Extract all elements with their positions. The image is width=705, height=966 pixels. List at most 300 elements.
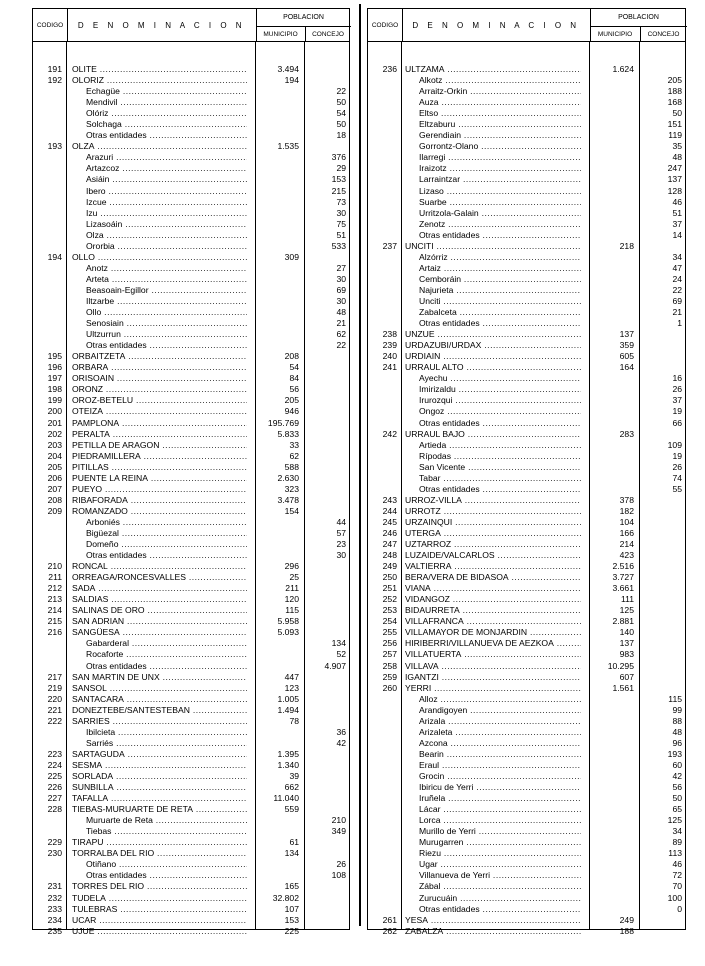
row-code: 231 [47, 881, 62, 892]
municipio-header: MUNICIPIO [256, 26, 306, 42]
table-row [368, 915, 685, 926]
concejo-value: 99 [672, 704, 682, 715]
row-code: 229 [47, 837, 62, 848]
municipio-value: 225 [284, 925, 299, 936]
table-row [368, 318, 685, 329]
table-row [368, 859, 685, 870]
entity-name: Olóriz ..... [86, 108, 247, 119]
municipio-value: 249 [619, 914, 634, 925]
table-row [33, 384, 349, 395]
municipality-name: PAMPLONA ..... [72, 418, 247, 429]
table-row [368, 561, 685, 572]
concejo-value: 26 [672, 461, 682, 472]
table-row [368, 440, 685, 451]
table-row [368, 672, 685, 683]
row-code: 199 [47, 395, 62, 406]
table-row [33, 362, 349, 373]
table-row [33, 119, 349, 130]
concejo-header: CONCEJO [312, 30, 344, 38]
municipio-value: 39 [289, 771, 299, 781]
table-row [368, 241, 685, 252]
municipio-value: 61 [289, 837, 299, 848]
municipio-value: 559 [284, 804, 299, 815]
concejo-value: 50 [672, 108, 682, 119]
entity-name: Arandigoyen ..... [419, 705, 581, 716]
municipality-name: ORBARA ..... [72, 362, 247, 373]
table-row [368, 451, 685, 462]
table-row [33, 208, 349, 219]
municipality-name: OTEIZA ..... [72, 406, 247, 417]
entity-name: Riezu ..... [419, 848, 581, 859]
table-row [368, 738, 685, 749]
entity-name: Otras entidades ..... [419, 230, 581, 241]
row-code: 252 [382, 594, 397, 605]
entity-name: Cemboráin ..... [419, 274, 581, 285]
table-row [33, 75, 349, 86]
concejo-value: 26 [672, 384, 682, 395]
table-row [33, 815, 349, 826]
table-row [368, 583, 685, 594]
concejo-value: 47 [672, 262, 682, 273]
entity-name: Murugarren ..... [419, 837, 581, 848]
table-row [368, 683, 685, 694]
row-code: 207 [47, 483, 62, 494]
concejo-value: 52 [336, 649, 346, 660]
entity-name: Alloz ..... [419, 694, 581, 705]
row-code: 211 [48, 572, 62, 583]
row-code: 202 [47, 428, 62, 439]
table-row [368, 307, 685, 318]
concejo-value: 19 [672, 406, 682, 417]
table-body [32, 41, 350, 936]
entity-name: Ibiricu de Yerri ..... [419, 782, 581, 793]
municipality-name: YESA ..... [405, 915, 581, 926]
municipality-name: TUDELA ..... [72, 893, 247, 904]
municipio-value: 62 [289, 450, 299, 461]
entity-name: Lizaso ..... [419, 186, 581, 197]
municipality-name: IGANTZI ..... [405, 672, 581, 683]
municipality-name: UZTARROZ ..... [405, 539, 581, 550]
table-row [33, 859, 349, 870]
table-row [368, 627, 685, 638]
table-row [33, 771, 349, 782]
table-row [368, 208, 685, 219]
concejo-value: 22 [336, 340, 346, 351]
entity-name: Iruñela ..... [419, 793, 581, 804]
municipality-name: URROTZ ..... [405, 506, 581, 517]
entity-name: Ibero ..... [86, 186, 247, 197]
row-code: 250 [382, 572, 397, 583]
concejo-value: 42 [336, 737, 346, 748]
municipio-value: 1.005 [277, 693, 299, 704]
entity-name: Arraitz-Orkin ..... [419, 86, 581, 97]
municipio-value: 5.093 [277, 627, 299, 638]
row-code: 210 [47, 561, 62, 572]
entity-name: Arizaleta ..... [419, 727, 581, 738]
table-row [368, 130, 685, 141]
table-row [33, 627, 349, 638]
row-code: 195 [47, 351, 62, 362]
municipio-value: 1.561 [612, 682, 634, 693]
row-code: 233 [47, 903, 62, 914]
concejo-value: 69 [336, 284, 346, 295]
entity-name: Murillo de Yerri ..... [419, 826, 581, 837]
concejo-value: 0 [677, 903, 682, 914]
concejo-value: 50 [336, 119, 346, 130]
entity-name: Alkotz ..... [419, 75, 581, 86]
concejo-value: 37 [672, 395, 682, 406]
entity-name: Izcue ..... [86, 197, 247, 208]
table-row [368, 638, 685, 649]
municipality-name: SALDIAS ..... [72, 594, 247, 605]
table-row [33, 749, 349, 760]
table-row [33, 616, 349, 627]
table-row [368, 893, 685, 904]
entity-name: Rocaforte ..... [86, 649, 247, 660]
column-divider [359, 4, 361, 926]
municipality-name: SANSOL ..... [72, 683, 247, 694]
table-row [33, 285, 349, 296]
concejo-value: 247 [667, 163, 682, 174]
municipality-name: SALINAS DE ORO ..... [72, 605, 247, 616]
municipio-value: 1.340 [277, 759, 299, 770]
table-row [368, 506, 685, 517]
concejo-value: 23 [336, 539, 346, 550]
row-code: 206 [47, 472, 62, 483]
row-code: 243 [382, 494, 397, 505]
concejo-value: 75 [336, 218, 346, 229]
row-code: 232 [47, 892, 62, 903]
municipality-name: VILLAMAYOR DE MONJARDIN ..... [405, 627, 581, 638]
concejo-value: 349 [331, 826, 346, 837]
entity-name: Otras entidades ..... [419, 484, 581, 495]
table-row [33, 241, 349, 252]
municipality-name: VIDANGOZ ..... [405, 594, 581, 605]
entity-name: Otras entidades ..... [86, 130, 247, 141]
municipality-name: RONCAL ..... [72, 561, 247, 572]
table-row [368, 550, 685, 561]
municipality-name: TIRAPU ..... [72, 837, 247, 848]
table-row [33, 296, 349, 307]
table-row [368, 108, 685, 119]
municipality-name: SAN MARTIN DE UNX ..... [72, 672, 247, 683]
table-row [368, 649, 685, 660]
municipality-name: BERA/VERA DE BIDASOA ..... [405, 572, 581, 583]
municipio-value: 359 [619, 340, 634, 351]
concejo-value: 27 [336, 262, 346, 273]
entity-name: Gerendiain ..... [419, 130, 581, 141]
municipality-name: SUNBILLA ..... [72, 782, 247, 793]
entity-name: Domeño ..... [86, 539, 247, 550]
entity-name: Izu ..... [86, 208, 247, 219]
municipio-value: 154 [284, 505, 299, 516]
table-row [368, 771, 685, 782]
municipality-name: VILLATUERTA ..... [405, 649, 581, 660]
row-code: 239 [382, 340, 397, 351]
table-row [33, 130, 349, 141]
municipality-name: PIEDRAMILLERA ..... [72, 451, 247, 462]
municipio-value: 378 [619, 494, 634, 505]
concejo-value: 151 [667, 119, 682, 130]
table-row [33, 186, 349, 197]
municipio-header: MUNICIPIO [590, 26, 641, 42]
table-row [33, 174, 349, 185]
municipio-value: 140 [619, 627, 634, 638]
municipio-value: 195.769 [267, 417, 299, 428]
entity-name: Unciti ..... [419, 296, 581, 307]
concejo-value: 46 [672, 196, 682, 207]
concejo-value: 533 [331, 240, 346, 251]
municipio-value: 111 [620, 594, 634, 605]
entity-name: Eltzaburu ..... [419, 119, 581, 130]
municipality-name: OLZA ..... [72, 141, 247, 152]
table-row [33, 893, 349, 904]
table-row [368, 605, 685, 616]
table-row [33, 307, 349, 318]
denominacion-header: D E N O M I N A C I O N [67, 9, 257, 41]
row-code: 247 [382, 539, 397, 550]
row-code: 220 [47, 693, 62, 704]
table-row [368, 815, 685, 826]
table-row [33, 915, 349, 926]
table-row [368, 230, 685, 241]
concejo-value: 50 [672, 793, 682, 804]
table-row [33, 495, 349, 506]
row-code: 262 [382, 925, 397, 936]
table-row [33, 274, 349, 285]
table-row [368, 285, 685, 296]
municipio-value: 1.494 [277, 704, 299, 715]
concejo-value: 188 [667, 86, 682, 97]
table-row [368, 760, 685, 771]
row-code: 224 [47, 759, 62, 770]
entity-name: Otras entidades ..... [86, 550, 247, 561]
table-row [368, 727, 685, 738]
row-code: 205 [47, 461, 62, 472]
entity-name: Olza ..... [86, 230, 247, 241]
table-row [368, 219, 685, 230]
row-code: 221 [47, 704, 62, 715]
entity-name: Urritzola-Galain ..... [419, 208, 581, 219]
concejo-value: 36 [336, 726, 346, 737]
municipality-name: SORLADA ..... [72, 771, 247, 782]
row-code: 241 [382, 362, 397, 373]
concejo-value: 51 [336, 229, 346, 240]
municipio-value: 104 [619, 516, 634, 527]
row-code: 257 [382, 649, 397, 660]
municipality-name: YERRI ..... [405, 683, 581, 694]
row-code: 226 [47, 782, 62, 793]
table-row [33, 848, 349, 859]
municipality-name: URZAINQUI ..... [405, 517, 581, 528]
concejo-value: 73 [336, 196, 346, 207]
row-code: 253 [382, 605, 397, 616]
row-code: 204 [47, 450, 62, 461]
municipio-value: 283 [619, 428, 634, 439]
entity-name: Azcona ..... [419, 738, 581, 749]
municipality-name: VIANA ..... [405, 583, 581, 594]
municipality-name: DONEZTEBE/SANTESTEBAN ..... [72, 705, 247, 716]
table-row [33, 152, 349, 163]
table-row [368, 782, 685, 793]
table-body [367, 41, 686, 936]
table-row [33, 318, 349, 329]
municipio-value: 188 [619, 925, 634, 936]
municipio-value: 3.478 [277, 494, 299, 505]
municipality-name: ORBAITZETA ..... [72, 351, 247, 362]
municipio-value: 983 [619, 649, 634, 660]
municipality-name: SESMA ..... [72, 760, 247, 771]
municipality-name: PUENTE LA REINA ..... [72, 473, 247, 484]
concejo-value: 22 [336, 86, 346, 97]
entity-name: Arazuri ..... [86, 152, 247, 163]
concejo-value: 16 [672, 373, 682, 384]
table-row [368, 263, 685, 274]
municipality-name: URRAUL ALTO ..... [405, 362, 581, 373]
concejo-value: 134 [331, 638, 346, 649]
row-code: 230 [47, 848, 62, 859]
municipality-name: UNZUE ..... [405, 329, 581, 340]
row-code: 215 [47, 616, 62, 627]
concejo-value: 137 [667, 174, 682, 185]
municipio-value: 3.727 [612, 572, 634, 583]
municipality-name: LUZAIDE/VALCARLOS ..... [405, 550, 581, 561]
municipality-name: URDIAIN ..... [405, 351, 581, 362]
row-code: 246 [382, 527, 397, 538]
concejo-value: 54 [336, 108, 346, 119]
entity-name: Ayechu ..... [419, 373, 581, 384]
table-row [33, 473, 349, 484]
concejo-value: 30 [336, 550, 346, 561]
entity-name: Beasoain-Egillor ..... [86, 285, 247, 296]
row-code: 260 [382, 682, 397, 693]
table-row [33, 661, 349, 672]
table-row [33, 926, 349, 937]
table-row [33, 528, 349, 539]
municipality-name: UTERGA ..... [405, 528, 581, 539]
municipality-name: SAN ADRIAN ..... [72, 616, 247, 627]
table-row [368, 793, 685, 804]
municipality-name: TULEBRAS ..... [72, 904, 247, 915]
concejo-value: 96 [672, 737, 682, 748]
table-row [368, 373, 685, 384]
entity-name: Arizala ..... [419, 716, 581, 727]
concejo-value: 4.907 [324, 660, 346, 671]
municipio-value: 423 [619, 550, 634, 561]
table-row [33, 672, 349, 683]
concejo-value: 62 [336, 329, 346, 340]
concejo-value: 205 [667, 75, 682, 86]
municipio-value: 166 [619, 527, 634, 538]
right-rows [368, 64, 685, 937]
municipality-name: OROZ-BETELU ..... [72, 395, 247, 406]
municipality-name: UJUE ..... [72, 926, 247, 937]
table-row [33, 881, 349, 892]
concejo-header: CONCEJO [647, 30, 680, 38]
municipio-value: 134 [284, 848, 299, 859]
table-row [368, 174, 685, 185]
row-code: 222 [47, 715, 62, 726]
row-code: 196 [47, 362, 62, 373]
entity-name: Otras entidades ..... [86, 870, 247, 881]
table-row [33, 605, 349, 616]
concejo-value: 48 [672, 726, 682, 737]
concejo-value: 1 [677, 318, 682, 329]
entity-name: Otras entidades ..... [419, 318, 581, 329]
entity-name: Otras entidades ..... [419, 418, 581, 429]
concejo-value: 74 [672, 472, 682, 483]
table-row [368, 749, 685, 760]
concejo-value: 30 [336, 295, 346, 306]
concejo-value: 29 [336, 163, 346, 174]
municipio-value: 1.535 [277, 141, 299, 152]
entity-name: Bearin ..... [419, 749, 581, 760]
municipality-name: TORRALBA DEL RIO ..... [72, 848, 247, 859]
concejo-value: 210 [331, 815, 346, 826]
concejo-value: 72 [672, 870, 682, 881]
entity-name: Otras entidades ..... [86, 661, 247, 672]
denominacion-header: D E N O M I N A C I O N [402, 9, 591, 41]
concejo-value: 125 [667, 815, 682, 826]
municipality-name: HIRIBERRI/VILLANUEVA DE AEZKOA ..... [405, 638, 581, 649]
table-row [33, 406, 349, 417]
row-code: 203 [47, 439, 62, 450]
entity-name: Ollo ..... [86, 307, 247, 318]
concejo-value: 26 [336, 859, 346, 870]
municipio-value: 137 [619, 638, 634, 649]
row-code: 240 [382, 351, 397, 362]
code-header: CODIGO [33, 9, 68, 41]
table-row [368, 274, 685, 285]
concejo-value: 115 [668, 693, 682, 704]
municipio-value: 946 [284, 406, 299, 417]
entity-name: Eraul ..... [419, 760, 581, 771]
municipio-value: 78 [289, 715, 299, 726]
municipio-value: 123 [284, 682, 299, 693]
table-row [368, 406, 685, 417]
row-code: 191 [47, 64, 62, 74]
row-code: 208 [47, 494, 62, 505]
table-row [33, 561, 349, 572]
concejo-value: 37 [672, 218, 682, 229]
entity-name: Iltzarbe ..... [86, 296, 247, 307]
table-row [368, 870, 685, 881]
concejo-value: 57 [336, 527, 346, 538]
municipio-value: 194 [284, 75, 299, 86]
table-row [368, 484, 685, 495]
row-code: 258 [382, 660, 397, 671]
table-row [33, 484, 349, 495]
municipio-value: 84 [289, 373, 299, 384]
municipality-name: SANTACARA ..... [72, 694, 247, 705]
municipio-value: 5.833 [277, 428, 299, 439]
concejo-value: 88 [672, 715, 682, 726]
table-row [368, 837, 685, 848]
row-code: 261 [382, 914, 397, 925]
concejo-value: 66 [672, 417, 682, 428]
table-row [33, 373, 349, 384]
table-row [368, 528, 685, 539]
municipio-value: 25 [289, 572, 299, 583]
entity-name: Ibilcieta ..... [86, 727, 247, 738]
table-row [33, 738, 349, 749]
entity-name: Grocin ..... [419, 771, 581, 782]
row-code: 219 [47, 682, 62, 693]
table-row [368, 804, 685, 815]
concejo-value: 34 [672, 251, 682, 262]
municipio-value: 296 [284, 561, 299, 572]
table-row [368, 517, 685, 528]
